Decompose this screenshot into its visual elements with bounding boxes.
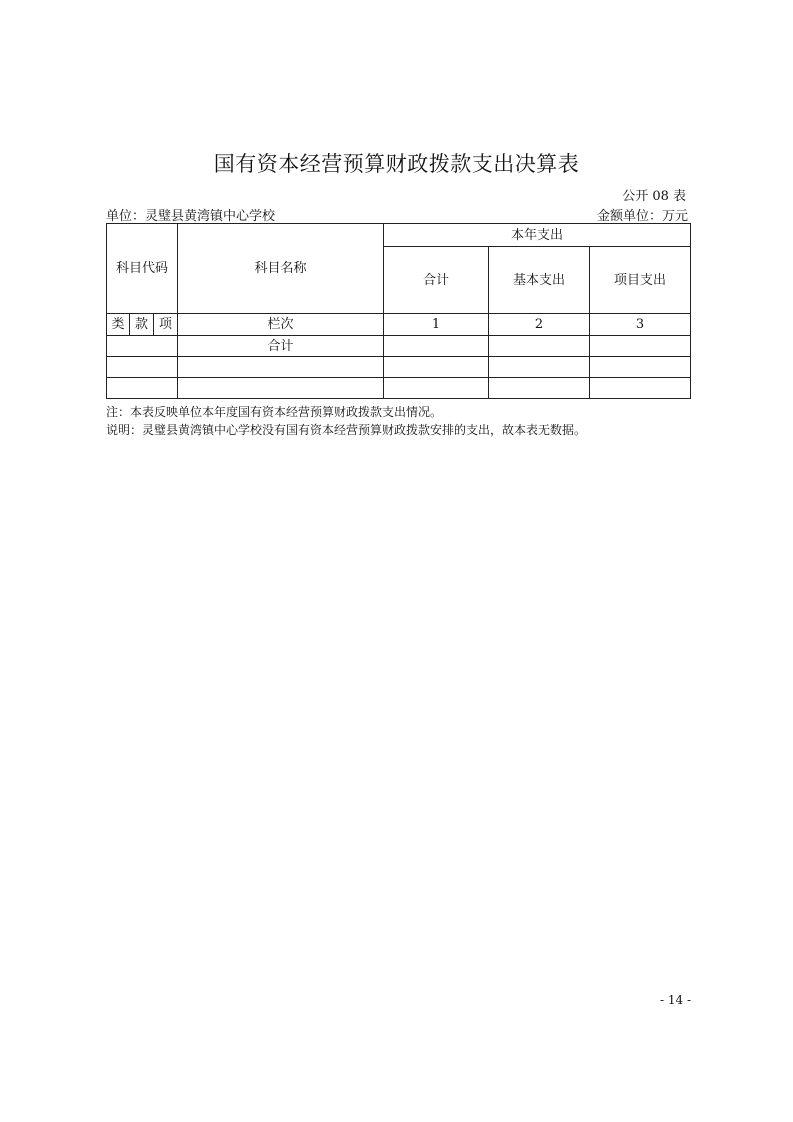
project-expense-column-header: 项目支出 [590,247,691,314]
table-cell [384,357,489,378]
subject-code-header: 科目代码 [107,224,178,314]
table-cell [107,336,178,357]
basic-expense-column-header: 基本支出 [489,247,590,314]
table-cell [590,336,691,357]
xiang-header: 项 [154,314,178,336]
table-cell [178,378,384,399]
kuan-header: 款 [130,314,154,336]
form-code: 公开 08 表 [622,189,686,204]
explanation-text: 说明：灵璧县黄湾镇中心学校没有国有资本经营预算财政拨款安排的支出，故本表无数据。 [106,423,587,437]
page-number: - 14 - [659,993,691,1007]
table-row [107,357,691,378]
unit-line [106,205,688,224]
subject-name-header: 科目名称 [178,224,384,314]
column-index-3: 3 [590,314,691,336]
column-index-1: 1 [384,314,489,336]
table-cell [489,378,590,399]
unit-label: 单位：灵璧县黄湾镇中心学校 [106,209,276,224]
table-row [107,336,691,357]
table-cell [489,357,590,378]
table-cell [107,357,178,378]
table-cell [590,357,691,378]
amount-unit-label: 金额单位：万元 [596,209,688,224]
current-year-expense-header: 本年支出 [384,224,691,247]
table-cell [384,378,489,399]
expense-table [106,223,691,399]
lei-header: 类 [107,314,130,336]
document-title: 国有资本经营预算财政拨款支出决算表 [213,152,580,176]
row-index-label: 栏次 [178,314,384,336]
note-text: 注：本表反映单位本年度国有资本经营预算财政拨款支出情况。 [106,405,443,419]
column-index-2: 2 [489,314,590,336]
table-row [107,378,691,399]
total-row-label: 合计 [178,336,384,357]
table-cell [107,378,178,399]
notes [106,403,586,439]
total-column-header: 合计 [384,247,489,314]
table-cell [489,336,590,357]
table-cell [178,357,384,378]
table-cell [590,378,691,399]
table-cell [384,336,489,357]
